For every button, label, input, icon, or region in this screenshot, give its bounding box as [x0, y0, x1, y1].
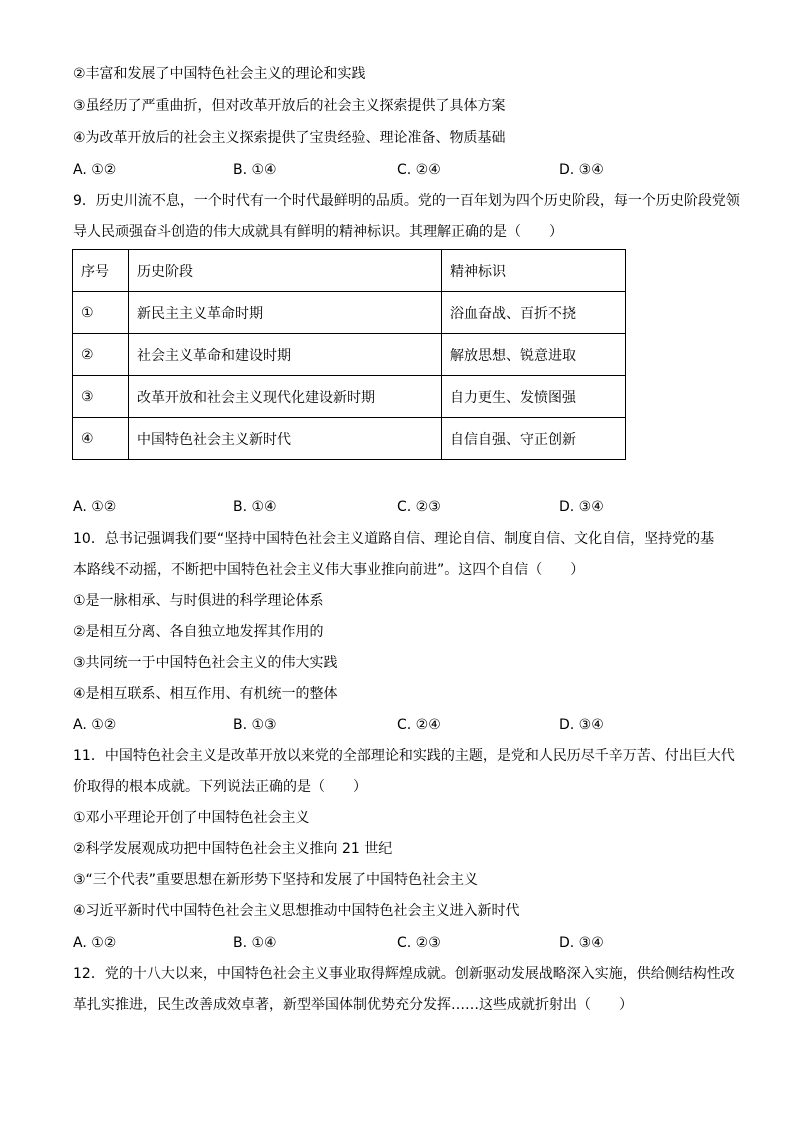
q12-stem-line2: 革扎实推进，民生改善成效卓著，新型举国体制优势充分发挥……这些成就折射出（ ）	[73, 997, 633, 1013]
q9-option-a: A. ①②	[73, 499, 117, 515]
table-row	[73, 292, 626, 334]
history-stage-table	[72, 249, 626, 460]
table-cell: ①	[73, 292, 129, 334]
q9-stem-line1: 9．历史川流不息，一个时代有一个时代最鲜明的品质。党的一百年划为四个历史阶段，每一个历史阶段党领	[73, 193, 740, 209]
q12-stem-line1: 12．党的十八大以来，中国特色社会主义事业取得辉煌成就。创新驱动发展战略深入实施，供给侧结构性改	[73, 966, 735, 982]
q8-option-d: D. ③④	[559, 162, 604, 178]
q9-stem-line2: 导人民顽强奋斗创造的伟大成就具有鲜明的精神标识。其理解正确的是（ ）	[73, 224, 563, 240]
table-cell: 改革开放和社会主义现代化建设新时期	[129, 376, 442, 418]
q10-item-4: ④是相互联系、相互作用、有机统一的整体	[73, 686, 338, 702]
table-header-row	[73, 250, 626, 292]
table-cell: 社会主义革命和建设时期	[129, 334, 442, 376]
q11-item-4: ④习近平新时代中国特色社会主义思想推动中国特色社会主义进入新时代	[73, 903, 520, 919]
q11-option-c: C. ②③	[397, 935, 441, 951]
q8-item-2: ②丰富和发展了中国特色社会主义的理论和实践	[73, 66, 366, 82]
table-cell: 自力更生、发愤图强	[442, 376, 626, 418]
q10-option-d: D. ③④	[559, 717, 604, 733]
q9-option-b: B. ①④	[233, 499, 277, 515]
table-header-cell: 序号	[73, 250, 129, 292]
q10-item-2: ②是相互分离、各自独立地发挥其作用的	[73, 624, 324, 640]
table-row	[73, 334, 626, 376]
table-cell: 解放思想、锐意进取	[442, 334, 626, 376]
table-row	[73, 418, 626, 460]
q11-option-d: D. ③④	[559, 935, 604, 951]
q8-option-b: B. ①④	[233, 162, 277, 178]
table-cell: 浴血奋战、百折不挠	[442, 292, 626, 334]
table-cell: 新民主主义革命时期	[129, 292, 442, 334]
q10-item-3: ③共同统一于中国特色社会主义的伟大实践	[73, 655, 338, 671]
q11-stem-line1: 11．中国特色社会主义是改革开放以来党的全部理论和实践的主题，是党和人民历尽千辛万苦、付出巨大代	[73, 748, 735, 764]
q9-option-d: D. ③④	[559, 499, 604, 515]
q9-option-c: C. ②③	[397, 499, 441, 515]
q8-item-4: ④为改革开放后的社会主义探索提供了宝贵经验、理论准备、物质基础	[73, 130, 506, 146]
table-header-cell: 精神标识	[442, 250, 626, 292]
q10-option-c: C. ②④	[397, 717, 441, 733]
table-cell: 自信自强、守正创新	[442, 418, 626, 460]
table-header-cell: 历史阶段	[129, 250, 442, 292]
table-cell: ②	[73, 334, 129, 376]
table-cell: ③	[73, 376, 129, 418]
q8-options	[73, 160, 723, 180]
q11-item-2: ②科学发展观成功把中国特色社会主义推向 21 世纪	[73, 841, 393, 857]
q10-options	[73, 715, 723, 735]
table-row	[73, 376, 626, 418]
q11-option-a: A. ①②	[73, 935, 117, 951]
q11-option-b: B. ①④	[233, 935, 277, 951]
q10-item-1: ①是一脉相承、与时俱进的科学理论体系	[73, 593, 324, 609]
q10-option-b: B. ①③	[233, 717, 277, 733]
q8-option-a: A. ①②	[73, 162, 117, 178]
q11-item-3: ③“三个代表”重要思想在新形势下坚持和发展了中国特色社会主义	[73, 872, 479, 888]
q11-item-1: ①邓小平理论开创了中国特色社会主义	[73, 810, 310, 826]
q11-options	[73, 933, 723, 953]
q9-options	[73, 497, 723, 517]
q11-stem-line2: 价取得的根本成就。下列说法正确的是（ ）	[73, 779, 367, 795]
table-cell: ④	[73, 418, 129, 460]
q8-option-c: C. ②④	[397, 162, 441, 178]
table-cell: 中国特色社会主义新时代	[129, 418, 442, 460]
q10-stem-line2: 本路线不动摇，不断把中国特色社会主义伟大事业推向前进”。这四个自信（ ）	[73, 562, 585, 578]
q10-option-a: A. ①②	[73, 717, 117, 733]
q8-item-3: ③虽经历了严重曲折，但对改革开放后的社会主义探索提供了具体方案	[73, 98, 506, 114]
q10-stem-line1: 10．总书记强调我们要“坚持中国特色社会主义道路自信、理论自信、制度自信、文化自信，坚持党的基	[73, 531, 715, 547]
